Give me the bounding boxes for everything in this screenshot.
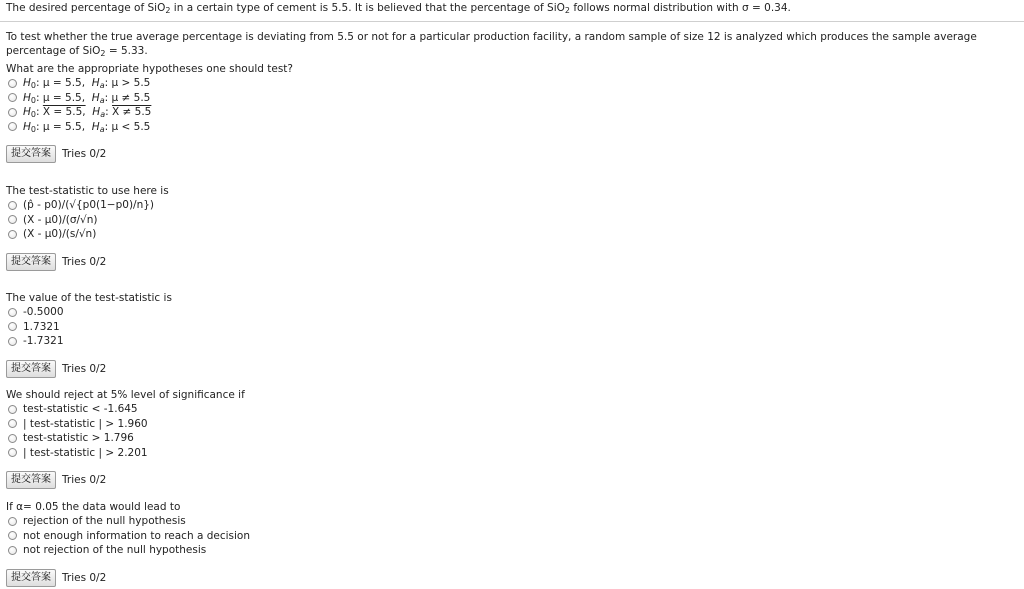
option-label: -1.7321 bbox=[23, 335, 64, 348]
option-row[interactable] bbox=[6, 334, 1016, 349]
option-row[interactable] bbox=[6, 431, 1016, 446]
radio-button[interactable] bbox=[8, 448, 17, 457]
option-row[interactable] bbox=[6, 514, 1016, 529]
option-label: (p̂ - p0)/(√{p0(1−p0)/n}) bbox=[23, 199, 155, 212]
question-prompt: We should reject at 5% level of significance if bbox=[6, 389, 245, 401]
intro-sub: 2 bbox=[165, 6, 171, 15]
radio-button[interactable] bbox=[8, 405, 17, 414]
option-row[interactable] bbox=[6, 213, 1016, 228]
option-row[interactable] bbox=[6, 320, 1016, 335]
option-label: not enough information to reach a decision bbox=[23, 529, 251, 542]
option-row[interactable] bbox=[6, 76, 1016, 91]
submit-row bbox=[6, 471, 1016, 489]
tries-counter: Tries 0/2 bbox=[62, 571, 107, 584]
option-row[interactable] bbox=[6, 529, 1016, 544]
question-test-statistic-formula bbox=[6, 184, 1016, 271]
para-sub: 2 bbox=[100, 49, 106, 58]
problem-description bbox=[0, 22, 1024, 58]
question-rejection-rule bbox=[6, 388, 1016, 489]
option-row[interactable] bbox=[6, 305, 1016, 320]
radio-button[interactable] bbox=[8, 201, 17, 210]
intro-text-a: The desired percentage of SiO bbox=[6, 2, 166, 14]
tries-counter: Tries 0/2 bbox=[62, 362, 107, 375]
option-label: (X - μ0)/(s/√n) bbox=[23, 228, 97, 241]
option-row[interactable] bbox=[6, 198, 1016, 213]
radio-button[interactable] bbox=[8, 419, 17, 428]
hypothesis-label: $H_0$: μ = 5.5, $H_a$: μ ≠ 5.5 bbox=[23, 91, 151, 105]
question-conclusion bbox=[6, 500, 1016, 587]
para-text-b: = 5.33. bbox=[105, 45, 148, 57]
option-row[interactable] bbox=[6, 91, 1016, 106]
hypothesis-label: $H_0$: μ = 5.5, $H_a$: μ > 5.5 bbox=[23, 77, 151, 91]
radio-button[interactable] bbox=[8, 517, 17, 526]
radio-button[interactable] bbox=[8, 531, 17, 540]
radio-button[interactable] bbox=[8, 434, 17, 443]
question-prompt: If α= 0.05 the data would lead to bbox=[6, 501, 181, 513]
question-prompt: The test-statistic to use here is bbox=[6, 185, 169, 197]
intro-sub-2: 2 bbox=[564, 6, 570, 15]
tries-counter: Tries 0/2 bbox=[62, 148, 107, 160]
radio-button[interactable] bbox=[8, 337, 17, 346]
option-label: test-statistic > 1.796 bbox=[23, 432, 134, 445]
submit-row bbox=[6, 145, 1016, 163]
option-label: -0.5000 bbox=[23, 306, 64, 319]
submit-button[interactable]: 提交答案 bbox=[6, 569, 56, 587]
intro-text-c: follows normal distribution with σ = 0.34. bbox=[569, 2, 791, 14]
option-row[interactable] bbox=[6, 105, 1016, 120]
option-label: 1.7321 bbox=[23, 320, 60, 333]
tries-counter: Tries 0/2 bbox=[62, 474, 107, 486]
submit-button[interactable]: 提交答案 bbox=[6, 253, 56, 271]
radio-button[interactable] bbox=[8, 93, 17, 102]
radio-button[interactable] bbox=[8, 215, 17, 224]
option-row[interactable] bbox=[6, 120, 1016, 135]
submit-button[interactable]: 提交答案 bbox=[6, 360, 56, 378]
option-label: | test-statistic | > 1.960 bbox=[23, 417, 148, 430]
radio-button[interactable] bbox=[8, 308, 17, 317]
submit-row bbox=[6, 253, 1016, 271]
question-prompt: What are the appropriate hypotheses one should test? bbox=[6, 63, 294, 75]
radio-button[interactable] bbox=[8, 79, 17, 88]
option-label: test-statistic < -1.645 bbox=[23, 403, 138, 416]
option-label: (X - μ0)/(σ/√n) bbox=[23, 213, 98, 226]
submit-button[interactable]: 提交答案 bbox=[6, 471, 56, 489]
hypothesis-label: $H_0$: X = 5.5, $H_a$: X ≠ 5.5 bbox=[23, 106, 152, 120]
radio-button[interactable] bbox=[8, 230, 17, 239]
radio-button[interactable] bbox=[8, 546, 17, 555]
radio-button[interactable] bbox=[8, 108, 17, 117]
option-row[interactable] bbox=[6, 446, 1016, 461]
option-label: not rejection of the null hypothesis bbox=[23, 544, 207, 557]
submit-button[interactable]: 提交答案 bbox=[6, 145, 56, 163]
submit-row bbox=[6, 360, 1016, 378]
option-row[interactable] bbox=[6, 417, 1016, 432]
intro-text-b: in a certain type of cement is 5.5. It is believed that the percentage of SiO bbox=[170, 2, 565, 14]
option-row[interactable] bbox=[6, 543, 1016, 558]
option-row[interactable] bbox=[6, 402, 1016, 417]
problem-intro bbox=[0, 0, 1024, 22]
tries-counter: Tries 0/2 bbox=[62, 255, 107, 268]
option-label: | test-statistic | > 2.201 bbox=[23, 446, 148, 459]
option-row[interactable] bbox=[6, 227, 1016, 242]
question-hypotheses bbox=[6, 62, 1016, 163]
question-prompt: The value of the test-statistic is bbox=[6, 292, 172, 304]
hypothesis-label: $H_0$: μ = 5.5, $H_a$: μ < 5.5 bbox=[23, 120, 151, 134]
submit-row bbox=[6, 569, 1016, 587]
question-test-statistic-value bbox=[6, 291, 1016, 378]
radio-button[interactable] bbox=[8, 322, 17, 331]
radio-button[interactable] bbox=[8, 122, 17, 131]
option-label: rejection of the null hypothesis bbox=[23, 515, 186, 528]
para-text-a: To test whether the true average percentage is deviating from 5.5 or not for a particular production facility, a random sample of size 12 is analyzed which produces the sample average percentage of SiO bbox=[6, 31, 977, 57]
